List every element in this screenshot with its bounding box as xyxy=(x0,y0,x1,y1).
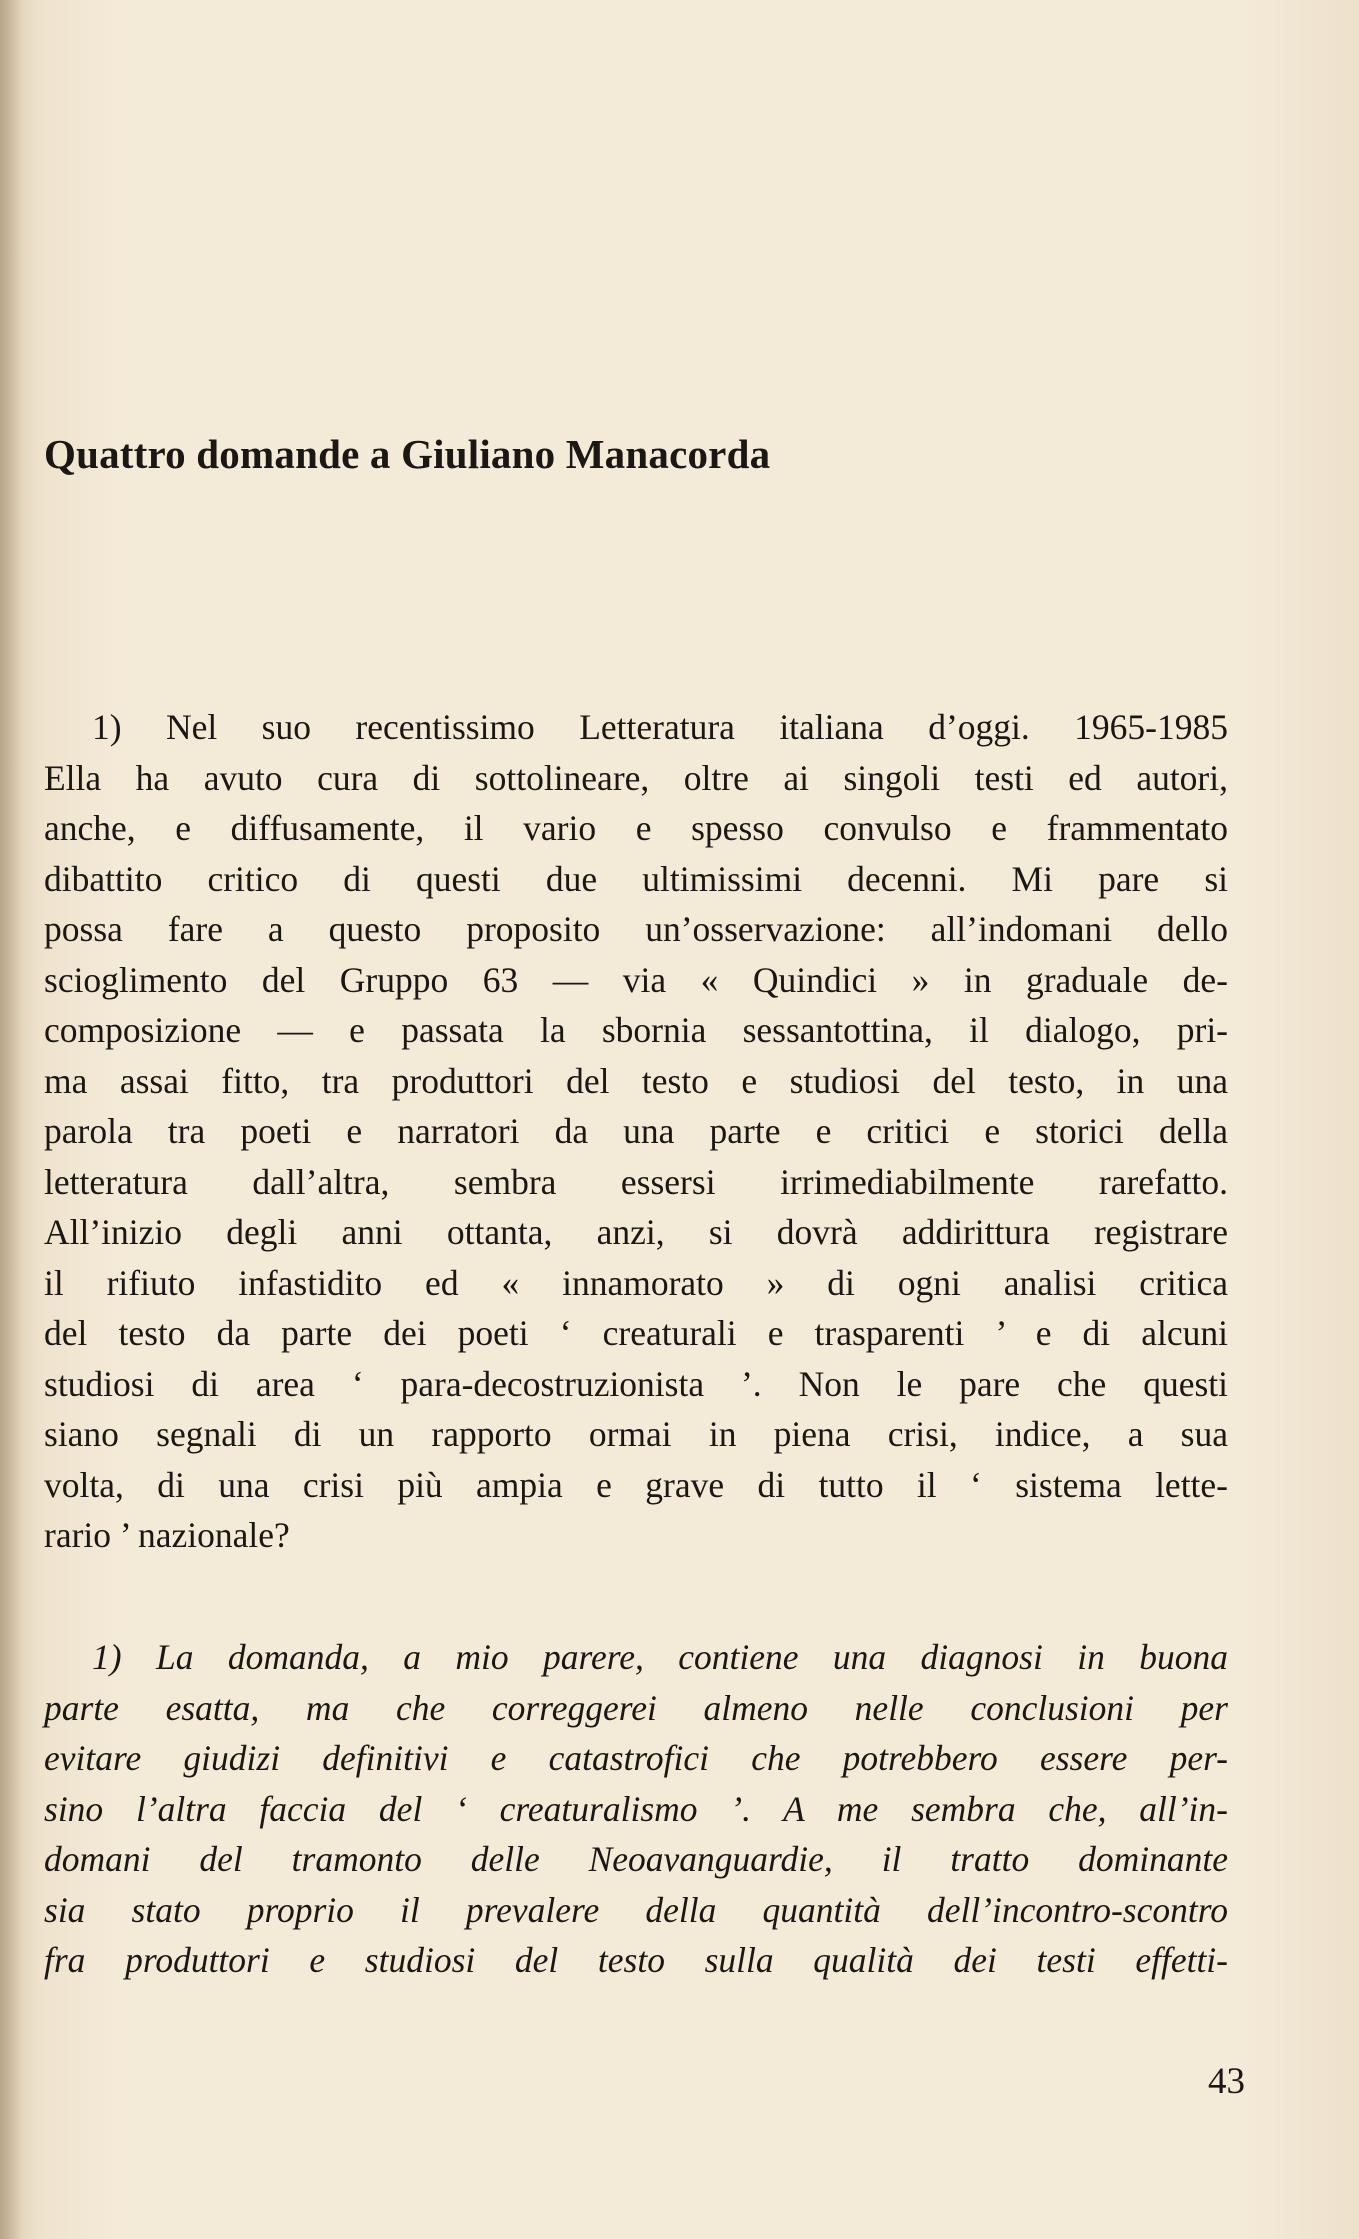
article-title: Quattro domande a Giuliano Manacorda xyxy=(44,431,771,477)
question-line: All’inizio degli anni ottanta, anzi, si dovrà addirittura registrare xyxy=(44,1212,1228,1252)
question-paragraph xyxy=(44,702,1228,1561)
question-line: possa fare a questo proposito un’osservazione: all’indomani dello xyxy=(44,909,1228,949)
question-line: il rifiuto infastidito ed « innamorato » di ogni analisi critica xyxy=(44,1262,1228,1303)
question-line: anche, e diffusamente, il vario e spesso convulso e frammentato xyxy=(44,808,1228,848)
question-line: dibattito critico di questi due ultimissimi decenni. Mi pare si xyxy=(44,858,1228,899)
answer-line: evitare giudizi definitivi e catastrofici che potrebbero essere per- xyxy=(44,1738,1228,1778)
question-line: scioglimento del Gruppo 63 — via « Quindici » in graduale de- xyxy=(44,959,1228,1000)
question-line: del testo da parte dei poeti ‘ creaturali e trasparenti ’ e di alcuni xyxy=(44,1313,1228,1353)
page-number: 43 xyxy=(1208,2061,1245,2102)
answer-line: 1) La domanda, a mio parere, contiene una diagnosi in buona xyxy=(92,1637,1228,1677)
answer-line: sia stato proprio il prevalere della quantità dell’incontro-scontro xyxy=(44,1889,1228,1930)
question-line: studiosi di area ‘ para-decostruzionista ’. Non le pare che questi xyxy=(44,1363,1228,1404)
answer-line: parte esatta, ma che correggerei almeno nelle conclusioni per xyxy=(44,1687,1228,1728)
question-line: volta, di una crisi più ampia e grave di tutto il ‘ sistema lette- xyxy=(44,1464,1228,1505)
question-line: composizione — e passata la sbornia sessantottina, il dialogo, pri- xyxy=(44,1010,1228,1050)
question-line: ma assai fitto, tra produttori del testo e studiosi del testo, in una xyxy=(44,1060,1228,1101)
question-line: Ella ha avuto cura di sottolineare, oltre ai singoli testi ed autori, xyxy=(44,757,1228,798)
question-line: 1) Nel suo recentissimo Letteratura italiana d’oggi. 1965-1985 xyxy=(92,707,1228,747)
answer-line: sino l’altra faccia del ‘ creaturalismo ’. A me sembra che, all’in- xyxy=(44,1788,1228,1829)
question-line: letteratura dall’altra, sembra essersi irrimediabilmente rarefatto. xyxy=(44,1161,1228,1202)
answer-line: fra produttori e studiosi del testo sulla qualità dei testi effetti- xyxy=(44,1940,1228,1980)
question-line: parola tra poeti e narratori da una parte e critici e storici della xyxy=(44,1111,1228,1151)
question-line: rario ’ nazionale? xyxy=(44,1515,290,1555)
question-line: siano segnali di un rapporto ormai in piena crisi, indice, a sua xyxy=(44,1414,1228,1454)
answer-paragraph xyxy=(44,1632,1228,1986)
gutter-shadow xyxy=(0,0,22,2239)
answer-line: domani del tramonto delle Neoavanguardie, il tratto dominante xyxy=(44,1839,1228,1879)
